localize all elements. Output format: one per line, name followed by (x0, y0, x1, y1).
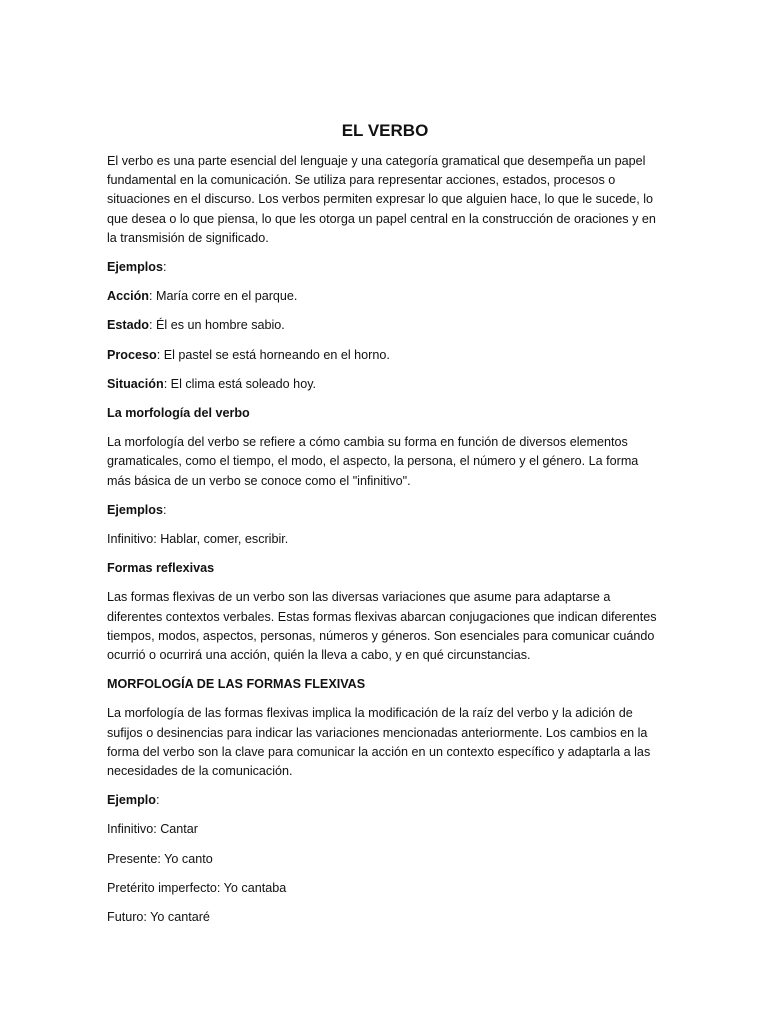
examples2-label-line (107, 501, 663, 520)
example-item (107, 316, 663, 335)
example-term: Proceso (107, 347, 157, 362)
examples-label: Ejemplos (107, 260, 163, 275)
example-item (107, 346, 663, 365)
example-text: : El pastel se está horneando en el horno. (156, 347, 390, 362)
example-item (107, 287, 663, 306)
example-label-line (107, 791, 663, 810)
example-text: : Él es un hombre sabio. (149, 318, 285, 333)
conjugation-item: Futuro: Yo cantaré (107, 910, 210, 925)
example-term: Situación (107, 376, 164, 391)
flexive-paragraph: La morfología de las formas flexivas implica la modificación de la raíz del verbo y la adición de sufijos o desinencias para indicar las variaciones mencionadas anteriormente. Los cambios en la forma del verbo son la clave para comunicar la acción en un contexto específico y adaptarla a las necesidades de la comunicación. (107, 706, 651, 779)
example-term: Acción (107, 289, 149, 304)
conjugation-item: Presente: Yo canto (107, 851, 213, 866)
morphology-heading: La morfología del verbo (107, 406, 250, 421)
colon: : (156, 793, 160, 808)
examples2-label: Ejemplos (107, 502, 163, 517)
example-text: : María corre en el parque. (149, 289, 298, 304)
document-page (107, 120, 663, 937)
examples-label-line (107, 258, 663, 277)
forms-paragraph: Las formas flexivas de un verbo son las diversas variaciones que asume para adaptarse a diferentes contextos verbales. Estas formas flexivas abarcan conjugaciones que indican diferentes tiempos, modos, aspectos, personas, números y géneros. Son esenciales para comunicar cuándo ocurrió o ocurrirá una acción, quién la lleva a cabo, y en qué circunstancias. (107, 590, 657, 663)
infinitive-examples: Infinitivo: Hablar, comer, escribir. (107, 532, 289, 547)
intro-paragraph: El verbo es una parte esencial del lenguaje y una categoría gramatical que desempeña un papel fundamental en la comunicación. Se utiliza para representar acciones, estados, procesos o situaciones en el discurso. Los verbos permiten expresar lo que alguien hace, lo que le sucede, lo que desea o lo que piensa, lo que les otorga un papel central en la construcción de oraciones y en la transmisión de significado. (107, 154, 656, 245)
conjugation-item: Pretérito imperfecto: Yo cantaba (107, 880, 287, 895)
colon: : (163, 260, 167, 275)
page-title: EL VERBO (341, 121, 429, 140)
morphology-paragraph: La morfología del verbo se refiere a cómo cambia su forma en función de diversos elementos gramaticales, como el tiempo, el modo, el aspecto, la persona, el número y el género. La forma más básica de un verbo se conoce como el "infinitivo". (107, 435, 639, 488)
example-label: Ejemplo (107, 793, 156, 808)
conjugation-item: Infinitivo: Cantar (107, 822, 198, 837)
flexive-heading: MORFOLOGÍA DE LAS FORMAS FLEXIVAS (107, 677, 366, 692)
example-text: : El clima está soleado hoy. (163, 376, 317, 391)
example-term: Estado (107, 318, 149, 333)
example-item (107, 375, 663, 394)
forms-heading: Formas reflexivas (107, 561, 215, 576)
colon: : (163, 502, 167, 517)
